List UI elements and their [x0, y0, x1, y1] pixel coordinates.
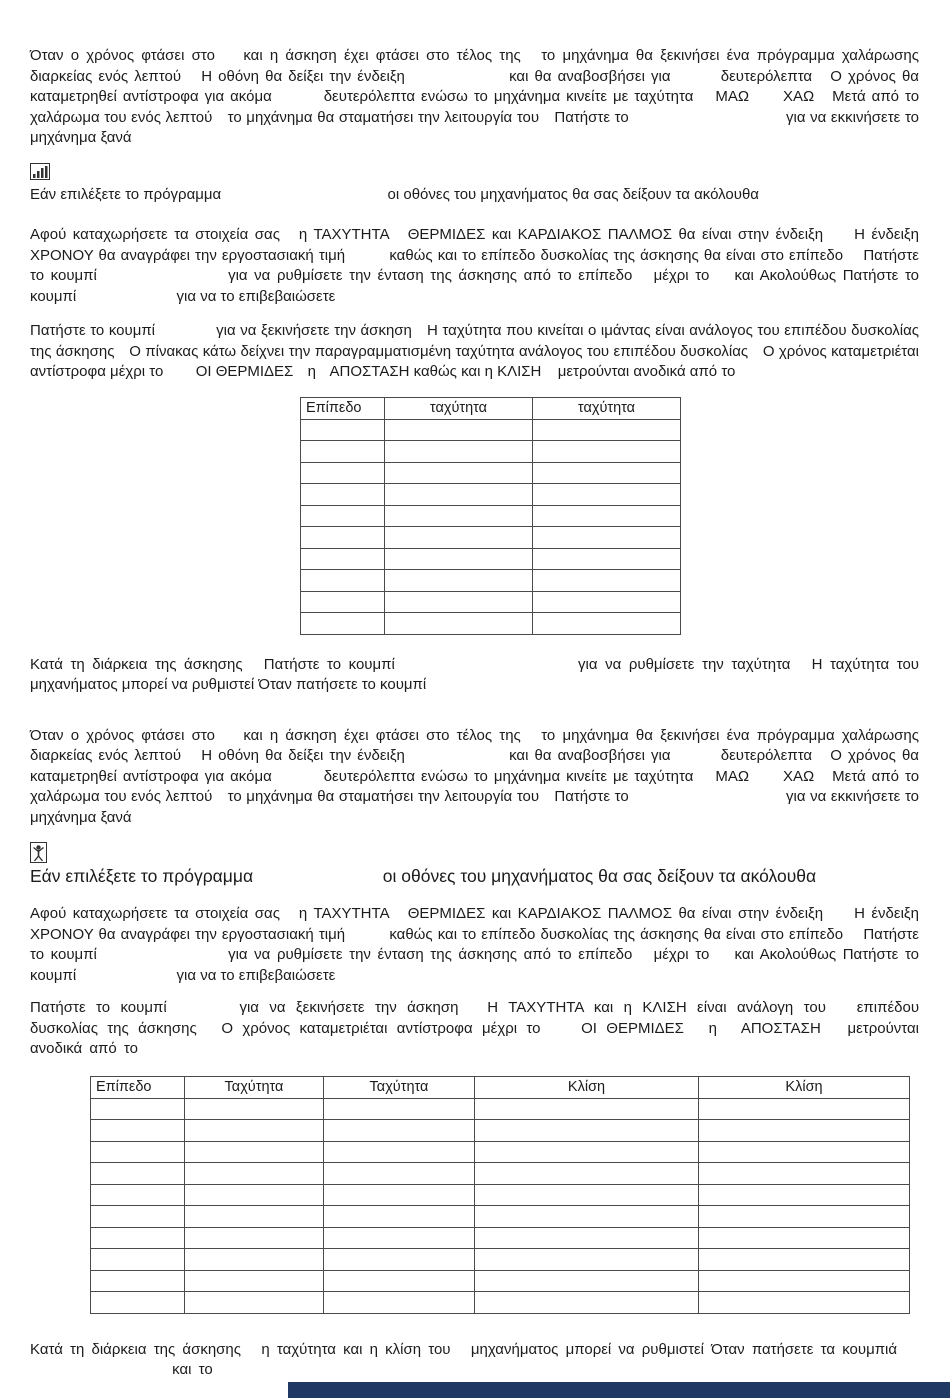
cooldown-paragraph: Όταν ο χρόνος φτάσει στο και η άσκηση έχει φτάσει στο τέλος της το μηχάνημα θα ξεκινήσει ένα πρόγραμμα χαλάρωσης διαρκείας ενός λεπτού Η οθόνη θα δείξει την ένδειξη και θα αναβοσβήσει για δευτερόλεπτα Ο χρόνος θα καταμετρηθεί αντίστροφα για ακόμα δευτερόλεπτα ενώσω το μηχάνημα κινείτε με ταχύτητα ΜΑΩ ΧΑΩ Μετά από το χαλάρωμα του ενός λεπτού το μηχάνημα θα σταματήσει την λειτουργία του Πατήστε το για να εκκινήσετε το μηχάνημα ξανά [30, 47, 920, 146]
column-header: Επίπεδο [91, 1076, 185, 1098]
table-cell [533, 548, 681, 570]
table-cell [301, 441, 385, 463]
table-cell [385, 505, 533, 527]
table-cell [385, 462, 533, 484]
blank-placeholder [633, 120, 781, 122]
blank-placeholder [320, 374, 326, 376]
table-cell [699, 1270, 910, 1292]
blank-placeholder [699, 779, 709, 781]
table-cell [185, 1098, 324, 1120]
blank-placeholder [217, 799, 223, 801]
blank-placeholder [402, 667, 570, 669]
column-header: Κλίση [699, 1076, 910, 1098]
table-cell [185, 1270, 324, 1292]
table-cell [91, 1227, 185, 1249]
table-cell [533, 591, 681, 613]
table-cell [533, 419, 681, 441]
table-cell [324, 1120, 475, 1142]
column-header: Ταχύτητα [185, 1076, 324, 1098]
table-cell [475, 1184, 699, 1206]
blank-placeholder [544, 120, 550, 122]
cooldown-paragraph-2: Όταν ο χρόνος φτάσει στο και η άσκηση έχει φτάσει στο τέλος της το μηχάνημα θα ξεκινήσει ένα πρόγραμμα χαλάρωσης διαρκείας ενός λεπτού Η οθόνη θα δείξει την ένδειξη και θα αναβοσβήσει για δευτερόλεπτα Ο χρόνος θα καταμετρηθεί αντίστροφα για ακόμα δευτερόλεπτα ενώσω το μηχάνημα κινείτε με ταχύτητα ΜΑΩ ΧΑΩ Μετά από το χαλάρωμα του ενός λεπτού το μηχάνημα θα σταματήσει την λειτουργία του Πατήστε το για να εκκινήσετε το μηχάνημα ξανά [30, 726, 920, 826]
table-cell [91, 1098, 185, 1120]
table-cell [699, 1098, 910, 1120]
table-cell [185, 1141, 324, 1163]
table-row [91, 1120, 910, 1142]
table-cell [699, 1249, 910, 1271]
table-row [301, 462, 681, 484]
table-cell [475, 1227, 699, 1249]
table-cell [475, 1249, 699, 1271]
table-cell [699, 1184, 910, 1206]
table-cell [301, 419, 385, 441]
table-row [91, 1206, 910, 1228]
table-header-row [91, 1076, 910, 1098]
program3-start-paragraph: Πατήστε το κουμπί για να ξεκινήσετε την άσκηση Η ταχύτητα που κινείται ο ιμάντας είναι ανάλογος του επιπέδου δυσκολίας της άσκησης Ο πίνακας κάτω δείχνει την παραγραμματισμένη ταχύτητα ανάλογος του επιπέδου δυσκολίας Ο χρόνος καταμετριέται αντίστροφα μέχρι το ΟΙ ΘΕΡΜΙΔΕΣ η ΑΠΟΣΤΑΣΗ καθώς και η ΚΛΙΣΗ μετρούνται ανοδικά από το [30, 322, 920, 380]
table-row [301, 441, 681, 463]
table-cell [385, 548, 533, 570]
blank-placeholder [639, 278, 647, 280]
program3-select-line: Εάν επιλέξετε το πρόγραμμα οι οθόνες του μηχανήματος θα σας δείξουν τα ακόλουθα [30, 185, 759, 203]
blank-placeholder [716, 278, 728, 280]
table-cell [301, 527, 385, 549]
table-cell [385, 591, 533, 613]
table-cell [475, 1141, 699, 1163]
blank-placeholder [546, 374, 554, 376]
table-cell [533, 613, 681, 635]
program4-setup-paragraph: Αφού καταχωρήσετε τα στοιχεία σας η ΤΑΧΥΤΗΤΑ ΘΕΡΜΙΔΕΣ και ΚΑΡΔΙΑΚΟΣ ΠΑΛΜΟΣ θα είναι στην ένδειξη Η ένδειξη ΧΡΟΝΟΥ θα αναγράφει την εργοστασιακή τιμή καθώς και το επίπεδο δυσκολίας της άσκησης θα είναι στο επίπεδο Πατήστε το κουμπί για να ρυθμίσετε την ένταση της άσκησης από το επίπεδο μέχρι το και Ακολούθως Πατήστε το κουμπί για να το επιβεβαιώσετε [30, 905, 919, 984]
blank-placeholder [752, 354, 758, 356]
manual-page [30, 46, 919, 1381]
blank-placeholder [80, 978, 172, 980]
program4-start-paragraph: Πατήστε το κουμπί για να ξεκινήσετε την άσκηση Η ΤΑΧΥΤΗΤΑ και η ΚΛΙΣΗ είναι ανάλογη του επιπέδου δυσκολίας της άσκησης Ο χρόνος καταμετριέται αντίστροφα μέχρι το ΟΙ ΘΕΡΜΙΔΕΣ η ΑΠΟΣΤΑΣΗ μετρούνται ανοδικά από το [30, 999, 920, 1057]
blank-placeholder [677, 758, 715, 760]
table-cell [533, 484, 681, 506]
blank-placeholder [350, 937, 384, 939]
blank-placeholder [278, 99, 318, 101]
table-cell [324, 1098, 475, 1120]
blank-placeholder [248, 1352, 254, 1354]
blank-placeholder [633, 799, 781, 801]
blank-placeholder [820, 779, 826, 781]
table-cell [301, 484, 385, 506]
blank-placeholder [250, 667, 256, 669]
blank-placeholder [830, 1031, 838, 1033]
blank-placeholder [30, 1372, 165, 1374]
table-cell [301, 462, 385, 484]
table-cell [91, 1163, 185, 1185]
footer-bar [288, 1382, 950, 1398]
table-cell [91, 1206, 185, 1228]
table-cell [91, 1270, 185, 1292]
table-row [301, 505, 681, 527]
table-cell [324, 1206, 475, 1228]
blank-placeholder [550, 1031, 572, 1033]
table-cell [533, 462, 681, 484]
table-cell [324, 1141, 475, 1163]
blank-placeholder [160, 333, 212, 335]
blank-placeholder [755, 99, 777, 101]
table-cell [324, 1163, 475, 1185]
table-cell [385, 527, 533, 549]
table-cell [475, 1120, 699, 1142]
blank-placeholder [217, 120, 223, 122]
table-row [91, 1270, 910, 1292]
table-cell [475, 1292, 699, 1314]
blank-placeholder [206, 1031, 212, 1033]
program4-speed-incline-table [90, 1076, 910, 1314]
blank-placeholder [716, 957, 728, 959]
table-cell [385, 484, 533, 506]
blank-placeholder [818, 79, 824, 81]
table-cell [699, 1163, 910, 1185]
table-cell [699, 1120, 910, 1142]
table-header-row [301, 397, 681, 419]
blank-placeholder [798, 667, 804, 669]
table-row [91, 1184, 910, 1206]
table-row [91, 1249, 910, 1271]
table-row [301, 419, 681, 441]
table-cell [185, 1163, 324, 1185]
table-cell [185, 1184, 324, 1206]
table-cell [533, 570, 681, 592]
program3-adjust-paragraph: Κατά τη διάρκεια της άσκησης Πατήστε το κουμπί για να ρυθμίσετε την ταχύτητα Η ταχύτητα του μηχανήματος μπορεί να ρυθμιστεί Όταν πατήσετε το κουμπί [30, 655, 919, 693]
table-cell [533, 505, 681, 527]
blank-placeholder [458, 1352, 464, 1354]
table-cell [185, 1292, 324, 1314]
table-cell [324, 1249, 475, 1271]
blank-placeholder [830, 916, 848, 918]
column-header: ταχύτητα [533, 397, 681, 419]
column-header: Ταχύτητα [324, 1076, 475, 1098]
column-header: Κλίση [475, 1076, 699, 1098]
program3-setup-paragraph: Αφού καταχωρήσετε τα στοιχεία σας η ΤΑΧΥΤΗΤΑ ΘΕΡΜΙΔΕΣ και ΚΑΡΔΙΑΚΟΣ ΠΑΛΜΟΣ θα είναι στην ένδειξη Η ένδειξη ΧΡΟΝΟΥ θα αναγράφει την εργοστασιακή τιμή καθώς και το επίπεδο δυσκολίας της άσκησης θα είναι στο επίπεδο Πατήστε το κουμπί για να ρυθμίσετε την ένταση της άσκησης από το επίπεδο μέχρι το και Ακολούθως Πατήστε το κουμπί για να το επιβεβαιώσετε [30, 226, 919, 305]
blank-placeholder [726, 1031, 732, 1033]
blank-placeholder [395, 916, 401, 918]
blank-placeholder [187, 79, 195, 81]
table-cell [301, 613, 385, 635]
person-icon [30, 842, 919, 862]
table-cell [699, 1292, 910, 1314]
table-row [91, 1098, 910, 1120]
table-cell [91, 1120, 185, 1142]
table-cell [185, 1227, 324, 1249]
table-cell [699, 1227, 910, 1249]
table-row [301, 570, 681, 592]
program4-adjust-paragraph: Κατά τη διάρκεια της άσκησης η ταχύτητα και η κλίση του μηχανήματος μπορεί να ρυθμιστεί Όταν πατήσετε τα κουμπιά και το [30, 1340, 898, 1378]
table-cell [324, 1292, 475, 1314]
table-cell [301, 505, 385, 527]
table-cell [699, 1141, 910, 1163]
table-cell [324, 1184, 475, 1206]
table-cell [301, 591, 385, 613]
blank-placeholder [469, 1010, 477, 1012]
column-header: ταχύτητα [385, 397, 533, 419]
table-cell [385, 613, 533, 635]
blank-placeholder [222, 738, 236, 740]
table-cell [301, 570, 385, 592]
blank-placeholder [225, 197, 383, 199]
blank-placeholder [286, 916, 292, 918]
blank-placeholder [395, 237, 401, 239]
blank-placeholder [222, 58, 236, 60]
table-cell [91, 1292, 185, 1314]
blank-placeholder [848, 937, 858, 939]
blank-placeholder [177, 1010, 229, 1012]
blank-placeholder [848, 258, 858, 260]
table-cell [385, 570, 533, 592]
table-cell [185, 1249, 324, 1271]
table-row [91, 1227, 910, 1249]
blank-placeholder [350, 258, 384, 260]
blank-placeholder [258, 880, 378, 882]
column-header: Επίπεδο [301, 397, 385, 419]
blank-placeholder [103, 278, 221, 280]
blank-placeholder [820, 99, 826, 101]
program3-speed-table [300, 397, 681, 635]
blank-placeholder [278, 779, 318, 781]
table-row [91, 1163, 910, 1185]
program4-select-line: Εάν επιλέξετε το πρόγραμμα οι οθόνες του μηχανήματος θα σας δείξουν τα ακόλουθα [30, 866, 817, 886]
table-cell [475, 1270, 699, 1292]
blank-placeholder [699, 99, 709, 101]
table-row [91, 1141, 910, 1163]
blank-placeholder [818, 758, 824, 760]
table-row [301, 548, 681, 570]
table-cell [385, 441, 533, 463]
table-cell [475, 1206, 699, 1228]
bar-chart-icon [30, 163, 919, 183]
table-cell [533, 527, 681, 549]
table-row [301, 591, 681, 613]
blank-placeholder [416, 333, 422, 335]
blank-placeholder [80, 299, 172, 301]
table-cell [91, 1141, 185, 1163]
blank-placeholder [693, 1031, 699, 1033]
blank-placeholder [528, 738, 534, 740]
blank-placeholder [168, 374, 192, 376]
table-cell [385, 419, 533, 441]
table-cell [185, 1206, 324, 1228]
table-cell [324, 1227, 475, 1249]
blank-placeholder [411, 79, 503, 81]
blank-placeholder [755, 779, 777, 781]
blank-placeholder [103, 957, 221, 959]
table-cell [91, 1184, 185, 1206]
table-row [301, 484, 681, 506]
blank-placeholder [528, 58, 534, 60]
table-row [91, 1292, 910, 1314]
blank-placeholder [187, 758, 195, 760]
blank-placeholder [639, 957, 647, 959]
blank-placeholder [544, 799, 550, 801]
table-cell [324, 1270, 475, 1292]
table-cell [185, 1120, 324, 1142]
table-cell [699, 1206, 910, 1228]
blank-placeholder [836, 1010, 846, 1012]
table-cell [475, 1163, 699, 1185]
blank-placeholder [411, 758, 503, 760]
table-cell [91, 1249, 185, 1271]
blank-placeholder [830, 237, 848, 239]
table-cell [475, 1098, 699, 1120]
table-row [301, 527, 681, 549]
blank-placeholder [677, 79, 715, 81]
blank-placeholder [119, 354, 125, 356]
blank-placeholder [298, 374, 304, 376]
table-cell [301, 548, 385, 570]
blank-placeholder [286, 237, 292, 239]
table-row [301, 613, 681, 635]
table-cell [533, 441, 681, 463]
